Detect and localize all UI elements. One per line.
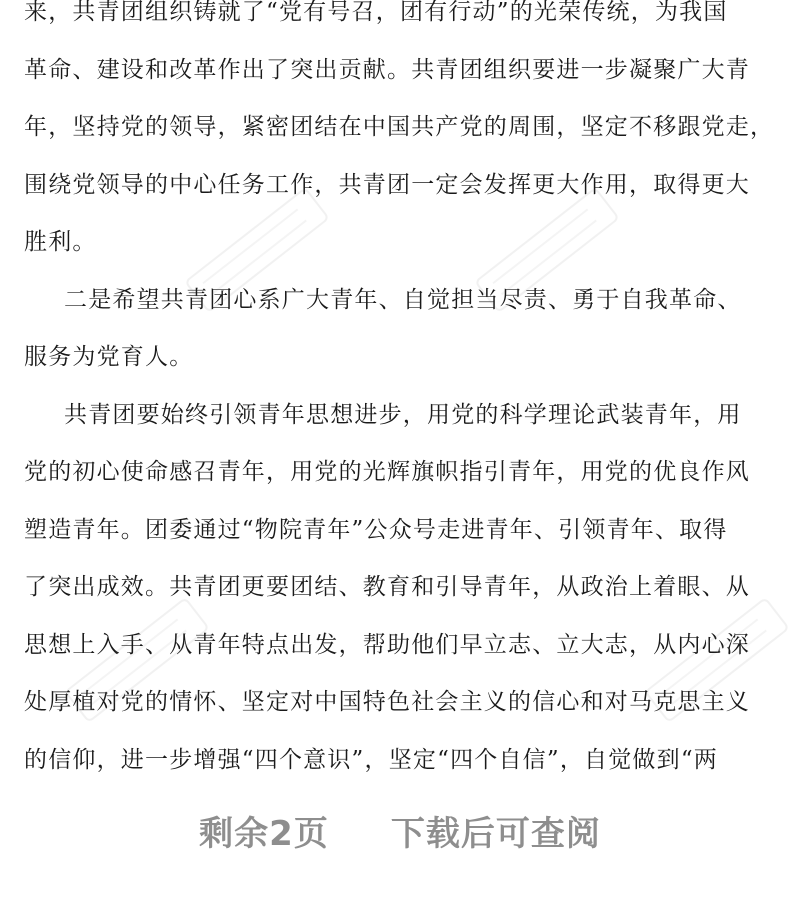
- text-line: 共青团要始终引领青年思想进步，用党的科学理论武装青年，用: [64, 401, 742, 428]
- text-line: 塑造青年。团委通过“物院青年”公众号走进青年、引领青年、取得: [24, 516, 728, 543]
- text-line: 服务为党育人。: [24, 344, 194, 370]
- text-line: 革命、建设和改革作出了突出贡献。共青团组织要进一步凝聚广大青: [24, 56, 750, 83]
- text-line: 思想上入手、从青年特点出发，帮助他们早立志、立大志，从内心深: [24, 631, 750, 658]
- text-line: 处厚植对党的情怀、坚定对中国特色社会主义的信心和对马克思主义: [24, 689, 750, 715]
- text-line: 年，坚持党的领导，紧密团结在中国共产党的周围，坚定不移跟党走，: [24, 114, 775, 140]
- text-line: 的信仰，进一步增强“四个意识”，坚定“四个自信”，自觉做到“两: [24, 746, 718, 773]
- download-prompt-bar: [0, 790, 800, 870]
- text-line: 胜利。: [24, 229, 97, 255]
- download-to-view-link[interactable]: 下载后可查阅: [390, 813, 601, 854]
- text-line: 了突出成效。共青团更要团结、教育和引导青年，从政治上着眼、从: [24, 574, 750, 600]
- text-line: 党的初心使命感召青年，用党的光辉旗帜指引青年，用党的优良作风: [24, 459, 750, 485]
- text-line: 围绕党领导的中心任务工作，共青团一定会发挥更大作用，取得更大: [24, 171, 750, 198]
- text-line: 二是希望共青团心系广大青年、自觉担当尽责、勇于自我革命、: [64, 286, 742, 313]
- remaining-pages-label: 剩余2页: [199, 813, 329, 854]
- document-body: [24, 0, 776, 789]
- text-line: 来，共青团组织铸就了“党有号召，团有行动”的光荣传统，为我国: [24, 0, 728, 25]
